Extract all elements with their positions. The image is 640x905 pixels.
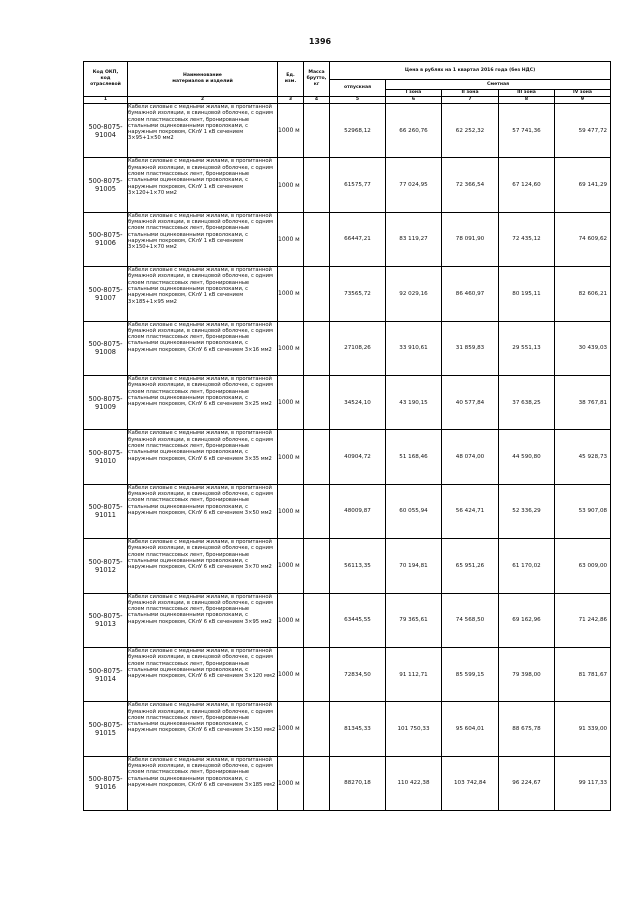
cell-unit: 1000 м	[278, 756, 304, 810]
cell-zone-1-price: 43 190,15	[386, 375, 442, 429]
cell-code: 500-8075- 91006	[84, 212, 128, 266]
cell-zone-2-price: 95 604,01	[442, 702, 499, 756]
cell-mass	[304, 321, 330, 375]
cell-zone-4-price: 45 928,73	[555, 430, 611, 484]
cell-name: Кабели силовые с медными жилами, в пропитанной бумажной изоляции, в свинцовой оболочке, с одним слоем пластмассовых лент, бронированные стальными оцинкованными проволоками, с наружным покровом, СКлУ 1 кВ сечением 3×185+1×95 мм2	[128, 267, 278, 321]
cell-zone-3-price: 37 638,25	[499, 375, 555, 429]
cell-zone-3-price: 57 741,36	[499, 104, 555, 158]
cell-zone-3-price: 29 551,13	[499, 321, 555, 375]
cell-zone-1-price: 79 365,61	[386, 593, 442, 647]
cell-mass	[304, 647, 330, 701]
cell-release-price: 52968,12	[330, 104, 386, 158]
cell-zone-2-price: 48 074,00	[442, 430, 499, 484]
cell-zone-2-price: 74 568,50	[442, 593, 499, 647]
cell-code: 500-8075- 91014	[84, 647, 128, 701]
cell-zone-3-price: 69 162,96	[499, 593, 555, 647]
cell-zone-4-price: 81 781,67	[555, 647, 611, 701]
header-zone-4: IV зона	[555, 90, 611, 97]
cell-unit: 1000 м	[278, 104, 304, 158]
cell-release-price: 27108,26	[330, 321, 386, 375]
cell-name: Кабели силовые с медными жилами, в пропитанной бумажной изоляции, в свинцовой оболочке, с одним слоем пластмассовых лент, бронированные стальными оцинкованными проволоками, с наружным покровом, СКлУ 6 кВ сечением 3×25 мм2	[128, 375, 278, 429]
cell-release-price: 72834,50	[330, 647, 386, 701]
cell-mass	[304, 484, 330, 538]
page-number: 1396	[308, 37, 332, 46]
cell-mass	[304, 104, 330, 158]
cell-zone-4-price: 91 339,00	[555, 702, 611, 756]
cell-zone-2-price: 72 366,54	[442, 158, 499, 212]
cell-zone-3-price: 61 170,02	[499, 539, 555, 593]
cell-zone-3-price: 44 590,80	[499, 430, 555, 484]
cell-unit: 1000 м	[278, 593, 304, 647]
cell-unit: 1000 м	[278, 158, 304, 212]
cell-mass	[304, 756, 330, 810]
cell-zone-2-price: 78 091,90	[442, 212, 499, 266]
cell-name: Кабели силовые с медными жилами, в пропитанной бумажной изоляции, в свинцовой оболочке, с одним слоем пластмассовых лент, бронированные стальными оцинкованными проволоками, с наружным покровом, СКлУ 1 кВ сечением 3×150+1×70 мм2	[128, 212, 278, 266]
header-zone-1: I зона	[386, 90, 442, 97]
cell-zone-2-price: 40 577,84	[442, 375, 499, 429]
cell-code: 500-8075- 91004	[84, 104, 128, 158]
cell-name: Кабели силовые с медными жилами, в пропитанной бумажной изоляции, в свинцовой оболочке, с одним слоем пластмассовых лент, бронированные стальными оцинкованными проволоками, с наружным покровом, СКлУ 6 кВ сечением 3×120 мм2	[128, 647, 278, 701]
header-name: Наименование материалов и изделий	[128, 62, 278, 97]
cell-release-price: 66447,21	[330, 212, 386, 266]
cell-code: 500-8075- 91008	[84, 321, 128, 375]
cell-mass	[304, 267, 330, 321]
cell-zone-4-price: 30 439,03	[555, 321, 611, 375]
column-index: 4	[304, 97, 330, 104]
table-row	[84, 212, 611, 266]
cell-zone-4-price: 99 117,33	[555, 756, 611, 810]
cell-zone-4-price: 63 009,00	[555, 539, 611, 593]
cell-zone-1-price: 60 055,94	[386, 484, 442, 538]
cell-mass	[304, 375, 330, 429]
column-index: 8	[499, 97, 555, 104]
cell-release-price: 48009,87	[330, 484, 386, 538]
cell-zone-3-price: 67 124,60	[499, 158, 555, 212]
cell-zone-4-price: 74 609,62	[555, 212, 611, 266]
cell-mass	[304, 212, 330, 266]
cell-zone-4-price: 69 141,29	[555, 158, 611, 212]
column-index: 9	[555, 97, 611, 104]
cell-release-price: 56113,35	[330, 539, 386, 593]
cell-zone-4-price: 53 907,08	[555, 484, 611, 538]
table-row	[84, 321, 611, 375]
column-index: 7	[442, 97, 499, 104]
cell-zone-4-price: 59 477,72	[555, 104, 611, 158]
cell-mass	[304, 702, 330, 756]
cell-mass	[304, 593, 330, 647]
cell-zone-4-price: 71 242,86	[555, 593, 611, 647]
cell-release-price: 81345,33	[330, 702, 386, 756]
cell-name: Кабели силовые с медными жилами, в пропитанной бумажной изоляции, в свинцовой оболочке, с одним слоем пластмассовых лент, бронированные стальными оцинкованными проволоками, с наружным покровом, СКлУ 6 кВ сечением 3×16 мм2	[128, 321, 278, 375]
cell-release-price: 61575,77	[330, 158, 386, 212]
cell-zone-1-price: 91 112,71	[386, 647, 442, 701]
table-row	[84, 484, 611, 538]
cell-mass	[304, 539, 330, 593]
cell-name: Кабели силовые с медными жилами, в пропитанной бумажной изоляции, в свинцовой оболочке, с одним слоем пластмассовых лент, бронированные стальными оцинкованными проволоками, с наружным покровом, СКлУ 6 кВ сечением 3×70 мм2	[128, 539, 278, 593]
cell-unit: 1000 м	[278, 430, 304, 484]
cell-code: 500-8075- 91009	[84, 375, 128, 429]
cell-unit: 1000 м	[278, 539, 304, 593]
header-price-title: Цена в рублях на 1 квартал 2016 года (без НДС)	[330, 62, 611, 80]
cell-zone-1-price: 70 194,81	[386, 539, 442, 593]
cell-zone-1-price: 101 750,33	[386, 702, 442, 756]
cell-code: 500-8075- 91007	[84, 267, 128, 321]
cell-unit: 1000 м	[278, 647, 304, 701]
table-row	[84, 593, 611, 647]
cell-zone-1-price: 66 260,76	[386, 104, 442, 158]
cell-zone-2-price: 56 424,71	[442, 484, 499, 538]
cell-code: 500-8075- 91005	[84, 158, 128, 212]
cell-name: Кабели силовые с медными жилами, в пропитанной бумажной изоляции, в свинцовой оболочке, с одним слоем пластмассовых лент, бронированные стальными оцинкованными проволоками, с наружным покровом, СКлУ 6 кВ сечением 3×185 мм2	[128, 756, 278, 810]
cell-zone-1-price: 110 422,38	[386, 756, 442, 810]
cell-zone-2-price: 86 460,97	[442, 267, 499, 321]
header-unit: Ед. изм.	[278, 62, 304, 97]
cell-zone-1-price: 92 029,16	[386, 267, 442, 321]
table-body	[84, 104, 611, 811]
cell-zone-3-price: 80 195,11	[499, 267, 555, 321]
cell-name: Кабели силовые с медными жилами, в пропитанной бумажной изоляции, в свинцовой оболочке, с одним слоем пластмассовых лент, бронированные стальными оцинкованными проволоками, с наружным покровом, СКлУ 6 кВ сечением 3×35 мм2	[128, 430, 278, 484]
cell-zone-3-price: 79 398,00	[499, 647, 555, 701]
cell-code: 500-8075- 91015	[84, 702, 128, 756]
cell-release-price: 34524,10	[330, 375, 386, 429]
price-table	[83, 61, 611, 811]
table-row	[84, 756, 611, 810]
column-index: 1	[84, 97, 128, 104]
cell-zone-2-price: 31 859,83	[442, 321, 499, 375]
cell-mass	[304, 430, 330, 484]
table-row	[84, 430, 611, 484]
cell-zone-1-price: 77 024,95	[386, 158, 442, 212]
cell-zone-4-price: 82 606,21	[555, 267, 611, 321]
column-index: 3	[278, 97, 304, 104]
header-code: Код ОКП, код отраслевой	[84, 62, 128, 97]
cell-zone-3-price: 88 675,78	[499, 702, 555, 756]
header-zone-2: II зона	[442, 90, 499, 97]
table-row	[84, 539, 611, 593]
header-release-price: отпускная	[330, 80, 386, 97]
column-index: 2	[128, 97, 278, 104]
table-row	[84, 104, 611, 158]
cell-zone-4-price: 38 767,81	[555, 375, 611, 429]
cell-zone-2-price: 65 951,26	[442, 539, 499, 593]
cell-code: 500-8075- 91010	[84, 430, 128, 484]
cell-zone-3-price: 52 336,29	[499, 484, 555, 538]
cell-zone-1-price: 33 910,61	[386, 321, 442, 375]
cell-release-price: 63445,55	[330, 593, 386, 647]
cell-name: Кабели силовые с медными жилами, в пропитанной бумажной изоляции, в свинцовой оболочке, с одним слоем пластмассовых лент, бронированные стальными оцинкованными проволоками, с наружным покровом, СКлУ 6 кВ сечением 3×50 мм2	[128, 484, 278, 538]
header-mass: Масса брутто, кг	[304, 62, 330, 97]
table-row	[84, 702, 611, 756]
cell-zone-1-price: 83 119,27	[386, 212, 442, 266]
header-estimate-price: Сметная	[386, 80, 611, 90]
cell-unit: 1000 м	[278, 267, 304, 321]
cell-zone-3-price: 96 224,67	[499, 756, 555, 810]
table-row	[84, 375, 611, 429]
table-row	[84, 647, 611, 701]
cell-zone-1-price: 51 168,46	[386, 430, 442, 484]
cell-release-price: 73565,72	[330, 267, 386, 321]
cell-release-price: 40904,72	[330, 430, 386, 484]
cell-name: Кабели силовые с медными жилами, в пропитанной бумажной изоляции, в свинцовой оболочке, с одним слоем пластмассовых лент, бронированные стальными оцинкованными проволоками, с наружным покровом, СКлУ 6 кВ сечением 3×150 мм2	[128, 702, 278, 756]
cell-code: 500-8075- 91012	[84, 539, 128, 593]
cell-unit: 1000 м	[278, 321, 304, 375]
cell-zone-2-price: 85 599,15	[442, 647, 499, 701]
table-row	[84, 267, 611, 321]
cell-zone-2-price: 103 742,84	[442, 756, 499, 810]
cell-unit: 1000 м	[278, 484, 304, 538]
cell-zone-2-price: 62 252,32	[442, 104, 499, 158]
cell-name: Кабели силовые с медными жилами, в пропитанной бумажной изоляции, в свинцовой оболочке, с одним слоем пластмассовых лент, бронированные стальными оцинкованными проволоками, с наружным покровом, СКлУ 6 кВ сечением 3×95 мм2	[128, 593, 278, 647]
column-index: 6	[386, 97, 442, 104]
cell-unit: 1000 м	[278, 702, 304, 756]
cell-zone-3-price: 72 435,12	[499, 212, 555, 266]
cell-code: 500-8075- 91016	[84, 756, 128, 810]
cell-unit: 1000 м	[278, 212, 304, 266]
table-header	[84, 62, 611, 104]
cell-code: 500-8075- 91013	[84, 593, 128, 647]
table-row	[84, 158, 611, 212]
cell-name: Кабели силовые с медными жилами, в пропитанной бумажной изоляции, в свинцовой оболочке, с одним слоем пластмассовых лент, бронированные стальными оцинкованными проволоками, с наружным покровом, СКлУ 1 кВ сечением 3×120+1×70 мм2	[128, 158, 278, 212]
cell-unit: 1000 м	[278, 375, 304, 429]
cell-mass	[304, 158, 330, 212]
cell-code: 500-8075- 91011	[84, 484, 128, 538]
column-index: 5	[330, 97, 386, 104]
cell-name: Кабели силовые с медными жилами, в пропитанной бумажной изоляции, в свинцовой оболочке, с одним слоем пластмассовых лент, бронированные стальными оцинкованными проволоками, с наружным покровом, СКлУ 1 кВ сечением 3×95+1×50 мм2	[128, 104, 278, 158]
column-index-row	[84, 97, 611, 104]
header-zone-3: III зона	[499, 90, 555, 97]
cell-release-price: 88270,18	[330, 756, 386, 810]
